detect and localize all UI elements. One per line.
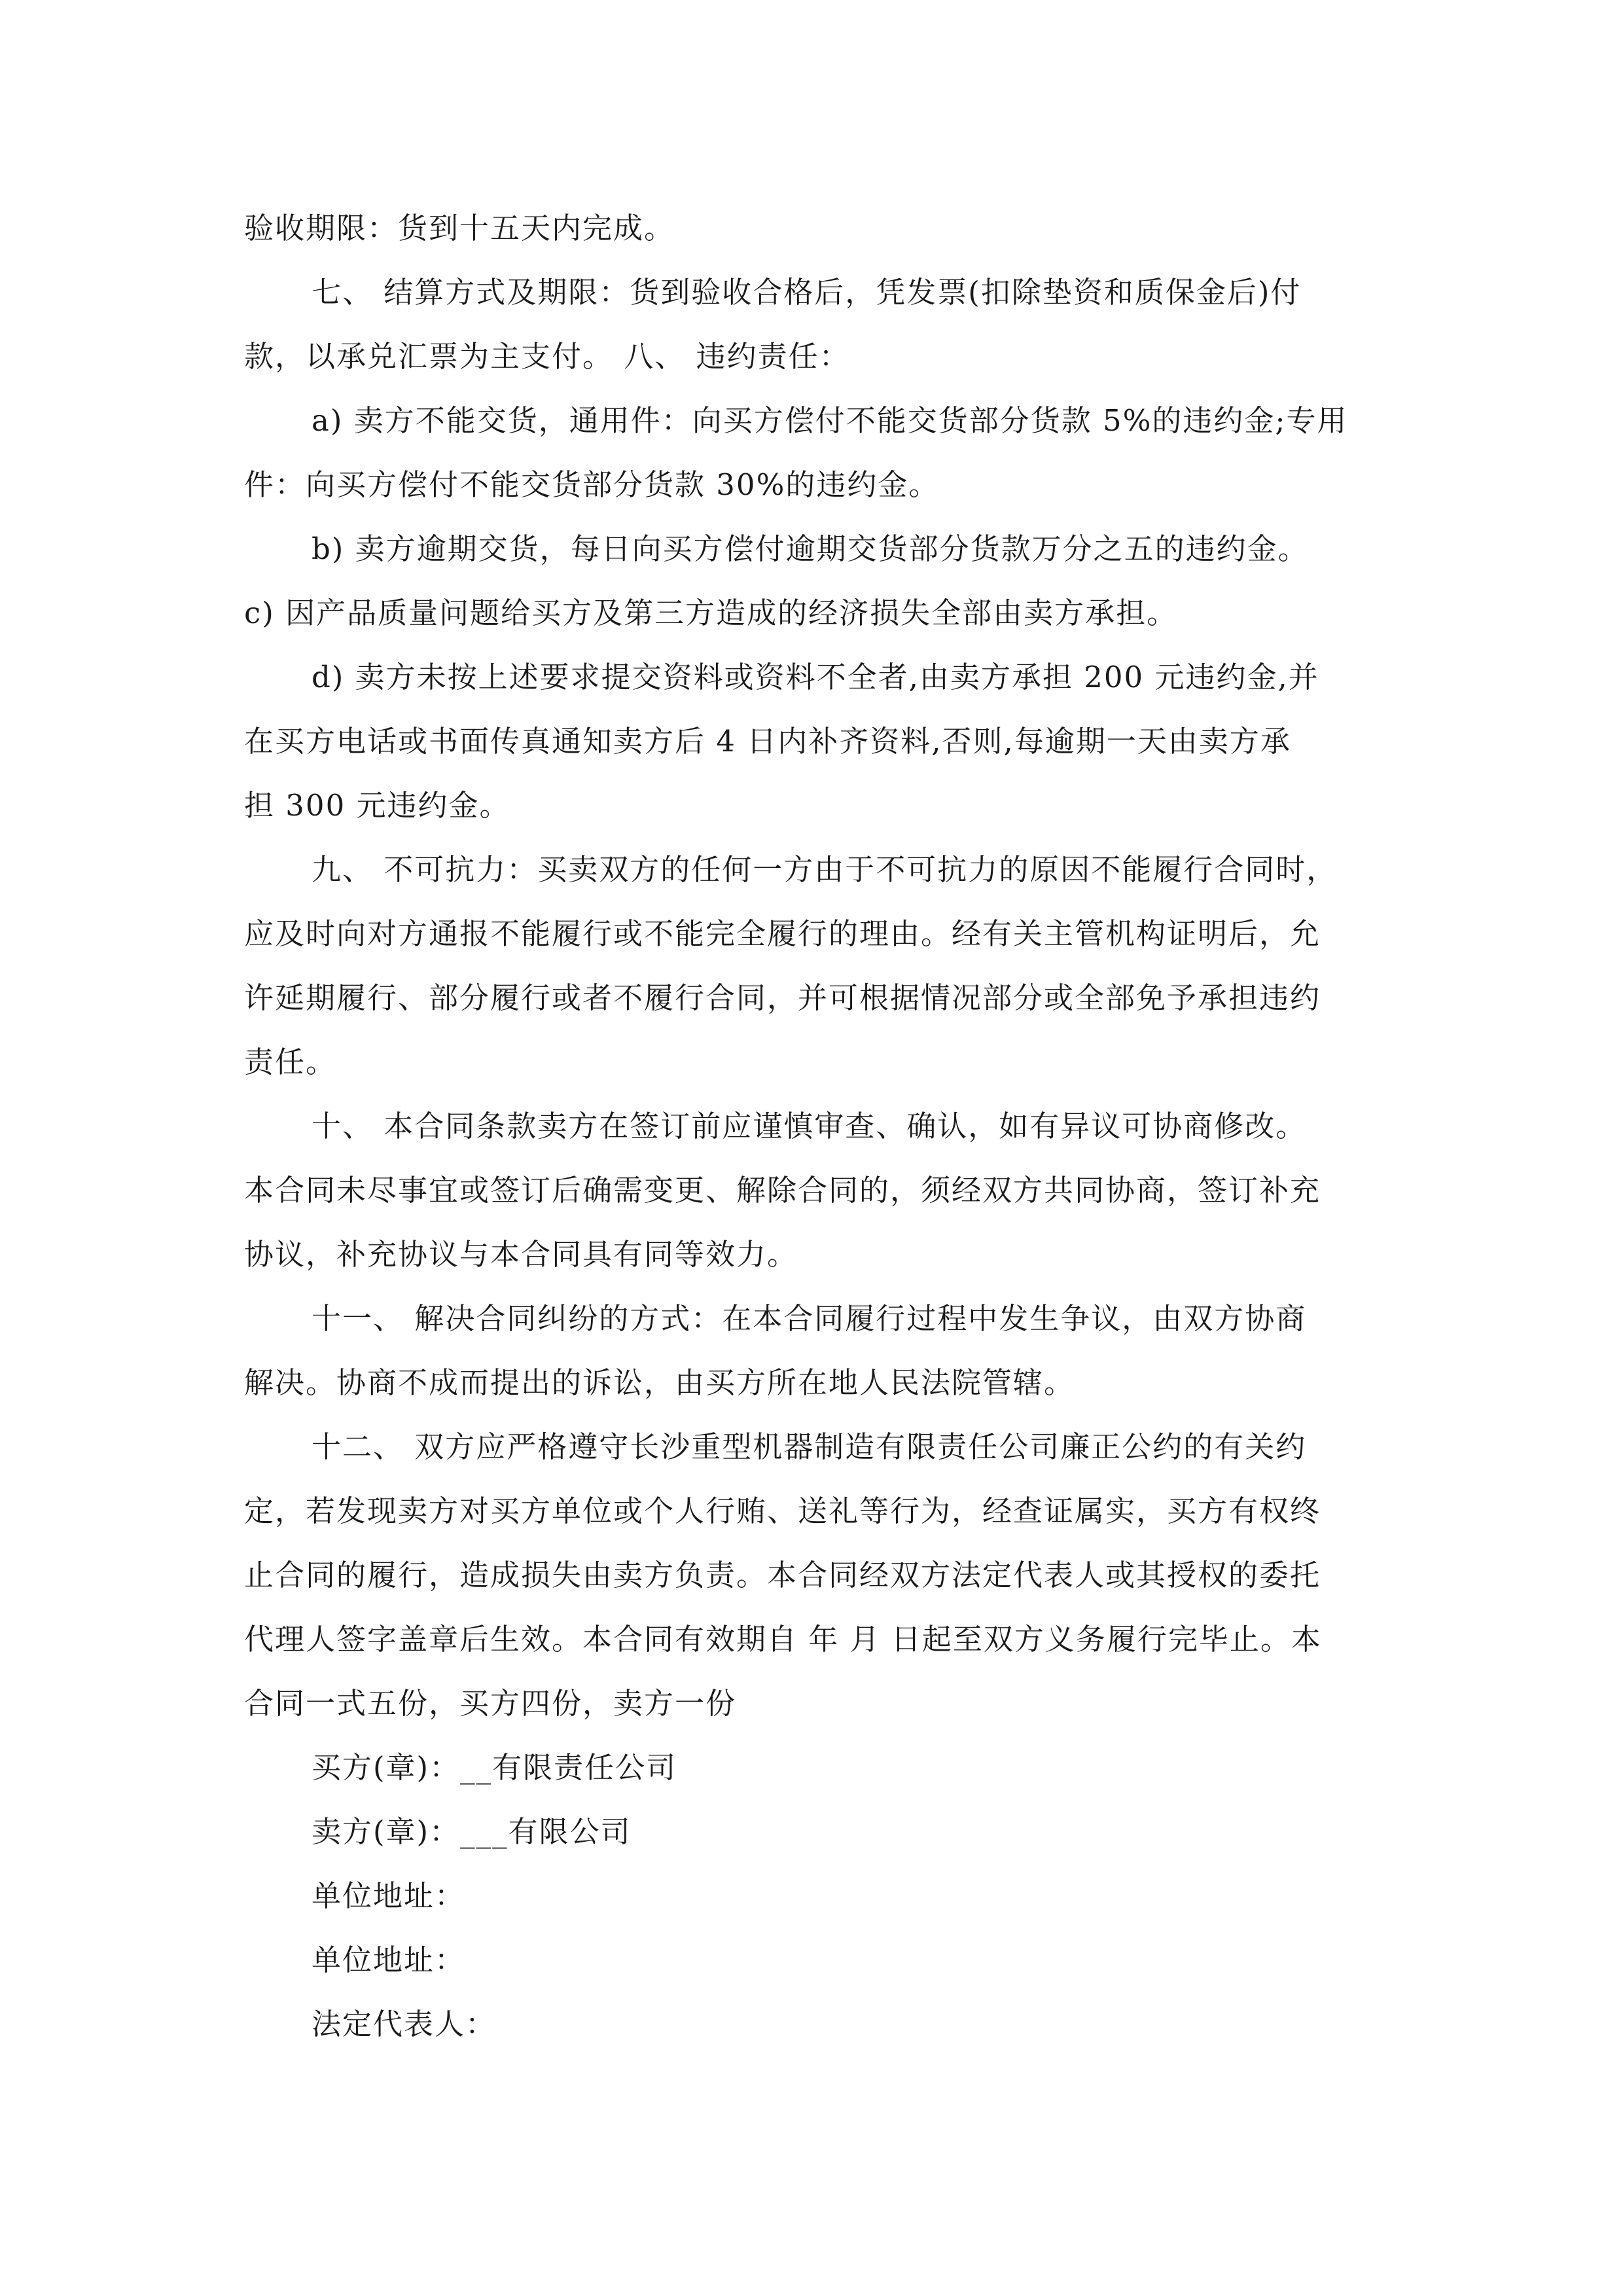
seller-seal-field: 卖方(章)：___有限公司 — [312, 1814, 632, 1849]
legal-representative-field: 法定代表人： — [312, 2007, 497, 2041]
text-line-24: 合同一式五份，买方四份，卖方一份 — [244, 1686, 737, 1721]
text-line-7: c) 因产品质量问题给买方及第三方造成的经济损失全部由卖方承担。 — [244, 596, 1178, 630]
text-line-8: d) 卖方未按上述要求提交资料或资料不全者,由卖方承担 200 元违约金,并 — [312, 660, 1319, 694]
text-line-11: 九、 不可抗力：买卖双方的任何一方由于不可抗力的原因不能履行合同时， — [312, 852, 1338, 887]
text-line-6: b) 卖方逾期交货，每日向买方偿付逾期交货部分货款万分之五的违约金。 — [312, 531, 1309, 566]
text-line-15: 十、 本合同条款卖方在签订前应谨慎审查、确认，如有异议可协商修改。 — [312, 1109, 1307, 1143]
text-line-5: 件：向买方偿付不能交货部分货款 30%的违约金。 — [244, 467, 940, 502]
text-line-14: 责任。 — [244, 1045, 337, 1079]
text-line-3: 款，以承兑汇票为主支付。 八、 违约责任： — [244, 339, 850, 374]
text-line-17: 协议，补充协议与本合同具有同等效力。 — [244, 1237, 798, 1272]
buyer-address-field: 单位地址： — [312, 1878, 466, 1913]
document-body — [244, 196, 1383, 2056]
text-line-19: 解决。协商不成而提出的诉讼，由买方所在地人民法院管辖。 — [244, 1365, 1075, 1400]
text-line-12: 应及时向对方通报不能履行或不能完全履行的理由。经有关主管机构证明后，允 — [244, 916, 1321, 951]
text-line-21: 定，若发现卖方对买方单位或个人行贿、送礼等行为，经查证属实，买方有权终 — [244, 1494, 1321, 1528]
text-line-2: 七、 结算方式及期限：货到验收合格后，凭发票(扣除垫资和质保金后)付 — [312, 275, 1302, 310]
text-line-20: 十二、 双方应严格遵守长沙重型机器制造有限责任公司廉正公约的有关约 — [312, 1429, 1307, 1464]
text-line-1: 验收期限：货到十五天内完成。 — [244, 211, 675, 245]
text-line-9: 在买方电话或书面传真通知卖方后 4 日内补齐资料,否则,每逾期一天由卖方承 — [244, 724, 1291, 759]
text-line-22: 止合同的履行，造成损失由卖方负责。本合同经双方法定代表人或其授权的委托 — [244, 1558, 1321, 1592]
text-line-16: 本合同未尽事宜或签订后确需变更、解除合同的，须经双方共同协商，签订补充 — [244, 1173, 1321, 1208]
text-line-10: 担 300 元违约金。 — [244, 788, 510, 823]
seller-address-field: 单位地址： — [312, 1943, 466, 1977]
text-line-13: 许延期履行、部分履行或者不履行合同，并可根据情况部分或全部免予承担违约 — [244, 980, 1321, 1015]
text-line-18: 十一、 解决合同纠纷的方式：在本合同履行过程中发生争议，由双方协商 — [312, 1301, 1307, 1336]
text-line-23: 代理人签字盖章后生效。本合同有效期自 年 月 日起至双方义务履行完毕止。本 — [244, 1622, 1322, 1657]
buyer-seal-field: 买方(章)：__有限责任公司 — [312, 1750, 677, 1785]
text-line-4: a) 卖方不能交货，通用件：向买方偿付不能交货部分货款 5%的违约金;专用 — [312, 403, 1348, 438]
